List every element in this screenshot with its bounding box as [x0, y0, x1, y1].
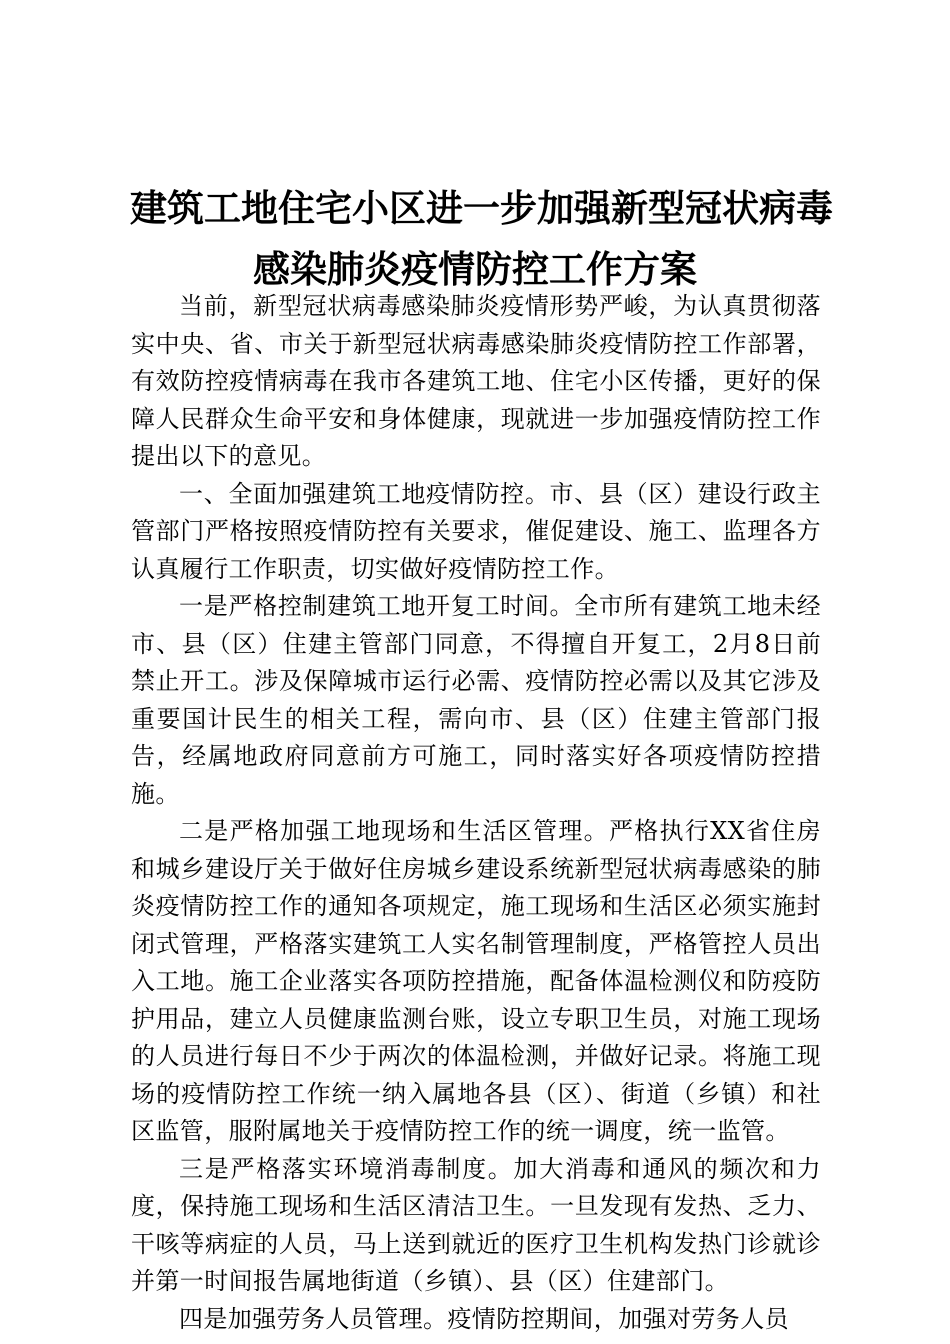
paragraph-item-4: 四是加强劳务人员管理。疫情防控期间，加强对劳务人员: [179, 1304, 789, 1333]
paragraph-intro: 当前，新型冠状病毒感染肺炎疫情形势严峻，为认真贯彻落实中央、省、市关于新型冠状病毒感染肺炎疫情防控工作部署，有效防控疫情病毒在我市各建筑工地、住宅小区传播，更好的保障人民群众生命平安和身体健康，现就进一步加强疫情防控工作提出以下的意见。: [131, 292, 821, 470]
document-title-line-2: 感染肺炎疫情防控工作方案: [253, 247, 697, 291]
document-body: [131, 288, 821, 1338]
document-title-line-1: 建筑工地住宅小区进一步加强新型冠状病毒: [130, 186, 833, 230]
paragraph-section-1: 一、全面加强建筑工地疫情防控。市、县（区）建设行政主管部门严格按照疫情防控有关要求，催促建设、施工、监理各方认真履行工作职责，切实做好疫情防控工作。: [131, 479, 821, 583]
paragraph-item-2: 二是严格加强工地现场和生活区管理。严格执行XX省住房和城乡建设厅关于做好住房城乡建设系统新型冠状病毒感染的肺炎疫情防控工作的通知各项规定，施工现场和生活区必须实施封闭式管理，严格落实建筑工人实名制管理制度，严格管控人员出入工地。施工企业落实各项防控措施，配备体温检测仪和防疫防护用品，建立人员健康监测台账，设立专职卫生员，对施工现场的人员进行每日不少于两次的体温检测，并做好记录。将施工现场的疫情防控工作统一纳入属地各县（区）、街道（乡镇）和社区监管，服附属地关于疫情防控工作的统一调度，统一监管。: [131, 817, 821, 1145]
paragraph-item-3: 三是严格落实环境消毒制度。加大消毒和通风的频次和力度，保持施工现场和生活区清洁卫生。一旦发现有发热、乏力、干咳等病症的人员，马上送到就近的医疗卫生机构发热门诊就诊并第一时间报告属地街道（乡镇）、县（区）住建部门。: [131, 1154, 821, 1295]
paragraph-item-1: 一是严格控制建筑工地开复工时间。全市所有建筑工地未经市、县（区）住建主管部门同意，不得擅自开复工，2月8日前禁止开工。涉及保障城市运行必需、疫情防控必需以及其它涉及重要国计民生的相关工程，需向市、县（区）住建主管部门报告，经属地政府同意前方可施工，同时落实好各项疫情防控措施。: [131, 592, 821, 808]
